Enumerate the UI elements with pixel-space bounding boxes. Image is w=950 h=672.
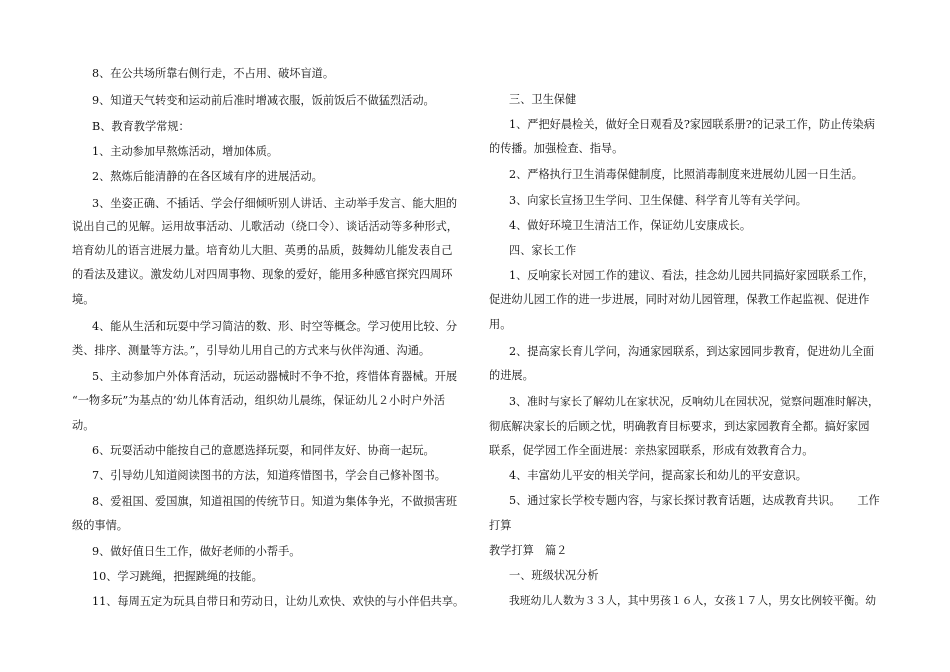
list-item: 4、丰富幼儿平安的相关学问，提高家长和幼儿的平安意识。 [509,469,807,482]
list-item: 11、每周五定为玩具自带日和劳动日，让幼儿欢快、欢快的与小伴侣共享。 [92,595,465,608]
document-title: 教学打算 篇２ [489,544,568,557]
list-item-continuation: 促进幼儿园工作的进一步进展，同时对幼儿园管理，保教工作起监视、促进作 [489,293,870,306]
list-item: 4、能从生活和玩耍中学习简洁的数、形、时空等概念。学习使用比较、分 [92,320,458,333]
paragraph: 我班幼儿人数为３３人，其中男孩１６人，女孩１７人，男女比例较平衡。幼 [509,594,877,607]
section-heading: 一、班级状况分析 [509,569,599,582]
list-item: 3、坐姿正确、不插话、学会仔细倾听别人讲话、主动举手发言、能大胆的 [92,197,458,210]
list-item: 6、玩耍活动中能按自己的意愿选择玩耍，和同伴友好、协商一起玩。 [92,444,435,457]
list-item: 3、准时与家长了解幼儿在家状况，反响幼儿在园状况，觉察问题准时解决， [509,395,879,408]
list-item-continuation: 说出自己的见解。运用故事活动、儿歌活动（绕口令）、谈话活动等多种形式， [72,220,458,233]
list-item: 4、做好环境卫生清洁工作，保证幼儿安康成长。 [509,219,752,232]
list-item-continuation: 级的事情。 [72,519,128,532]
list-item: 5、通过家长学校专题内容，与家长探讨教育话题，达成教育共识。 工作 [509,494,880,507]
list-item: 9、做好值日生工作，做好老师的小帮手。 [92,545,301,558]
list-item-continuation: 联系，促学园工作全面进展：亲热家园联系，形成有效教育合力。 [489,444,814,457]
list-item: 2、熬炼后能清静的在各区域有序的进展活动。 [92,170,323,183]
list-item-continuation: 的进展。 [489,369,534,382]
list-item-continuation: 用。 [489,318,512,331]
list-item-continuation: “一物多玩”为基点的’幼儿体育活动，组织幼儿晨练，保证幼儿２小时户外活 [72,394,445,407]
list-item: 7、引导幼儿知道阅读图书的方法，知道疼惜图书，学会自己修补图书。 [92,469,446,482]
list-item-continuation: 的传播。加强检查、指导。 [489,142,624,155]
list-item: 1、反响家长对园工作的建议、看法，挂念幼儿园共同搞好家园联系工作， [509,269,875,282]
list-item: 8、爱祖国、爱国旗，知道祖国的传统节日。知道为集体争光，不做损害班 [92,495,458,508]
list-item-continuation: 彻底解决家长的后顾之忧，明确教育目标要求，到达家园教育全都。搞好家园 [489,420,870,433]
list-item: 2、严格执行卫生消毒保健制度，比照消毒制度来进展幼儿园一日生活。 [509,168,863,181]
list-item: 2、提高家长育儿学问，沟通家园联系，到达家园同步教育，促进幼儿全面 [509,345,875,358]
list-item-continuation: 境。 [72,293,95,306]
section-heading: 四、家长工作 [509,244,577,257]
list-item: 5、主动参加户外体育活动，玩运动器械时不争不抢，疼惜体育器械。开展 [92,370,458,383]
list-item: 1、严把好晨检关，做好全日观看及?家园联系册?的记录工作，防止传染病 [509,118,875,131]
list-item: 10、学习跳绳，把握跳绳的技能。 [92,570,263,583]
list-item-continuation: 的看法及建议。激发幼儿对四周事物、现象的爱好，能用多种感官探究四周环 [72,268,453,281]
list-item: 9、知道天气转变和运动前后准时增减衣服，饭前饭后不做猛烈活动。 [92,94,435,107]
list-item: 3、向家长宣扬卫生学问、卫生保健、科学育儿等有关学问。 [509,194,807,207]
list-item: 1、主动参加早熬炼活动，增加体质。 [92,145,279,158]
section-heading: 三、卫生保健 [509,93,577,106]
list-item-continuation: 动。 [72,419,95,432]
list-item: 8、在公共场所靠右侧行走，不占用、破坏盲道。 [92,67,335,80]
section-heading: B、教育教学常规： [92,120,190,133]
list-item-continuation: 打算 [489,519,512,532]
list-item-continuation: 培育幼儿的语言进展力量。培育幼儿大胆、英勇的品质，鼓舞幼儿能发表自己 [72,244,453,257]
list-item-continuation: 类、排序、测量等方法。”，引导幼儿用自己的方式来与伙伴沟通、沟通。 [72,344,431,357]
